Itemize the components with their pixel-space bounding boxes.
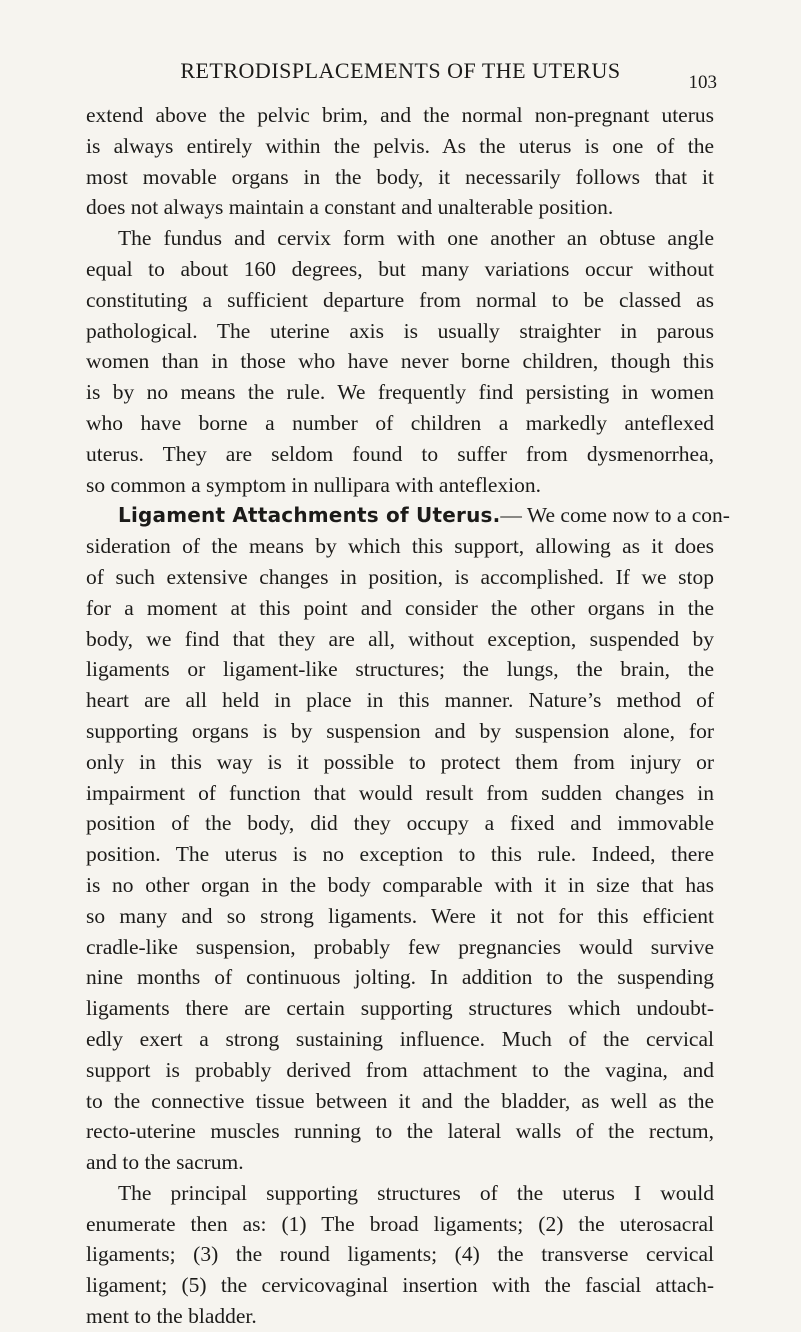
text-line: cradle-like suspension, probably few pregnancies would survive bbox=[86, 934, 714, 959]
text-line: enumerate then as: (1) The broad ligaments; (2) the uterosacral bbox=[86, 1211, 714, 1236]
text-line: position of the body, did they occupy a fixed and immovable bbox=[86, 811, 714, 836]
text-line: ligaments or ligament-like structures; the lungs, the brain, the bbox=[86, 657, 714, 682]
text-line: ligaments there are certain supporting structures which undoubt- bbox=[86, 996, 714, 1021]
text-line: nine months of continuous jolting. In addition to the suspending bbox=[86, 965, 714, 990]
text-line: only in this way is it possible to protect them from injury or bbox=[86, 749, 714, 774]
text-line: of such extensive changes in position, is accomplished. If we stop bbox=[86, 564, 714, 589]
text-line: The principal supporting structures of the uterus I would bbox=[118, 1180, 714, 1205]
text-line: equal to about 160 degrees, but many variations occur without bbox=[86, 256, 714, 281]
text-line: does not always maintain a constant and unalterable position. bbox=[86, 195, 614, 220]
text-line: The fundus and cervix form with one another an obtuse angle bbox=[118, 226, 714, 251]
text-line: ment to the bladder. bbox=[86, 1304, 257, 1329]
text-line: support is probably derived from attachment to the vagina, and bbox=[86, 1057, 714, 1082]
text-line: edly exert a strong sustaining influence. Much of the cervical bbox=[86, 1026, 714, 1051]
text-line: sideration of the means by which this support, allowing as it does bbox=[86, 534, 714, 559]
text-line: uterus. They are seldom found to suffer from dysmenorrhea, bbox=[86, 441, 714, 466]
section-heading: Ligament Attachments of Uterus. bbox=[118, 503, 501, 528]
text-line: recto-uterine muscles running to the lateral walls of the rectum, bbox=[86, 1119, 714, 1144]
text-line: most movable organs in the body, it necessarily follows that it bbox=[86, 164, 714, 189]
page-number: 103 bbox=[688, 72, 717, 93]
text-line: is by no means the rule. We frequently find persisting in women bbox=[86, 380, 714, 405]
text-line: heart are all held in place in this manner. Nature’s method of bbox=[86, 688, 714, 713]
text-line: pathological. The uterine axis is usually straighter in parous bbox=[86, 318, 714, 343]
text-line: is always entirely within the pelvis. As the uterus is one of the bbox=[86, 133, 714, 158]
text-line: women than in those who have never borne children, though this bbox=[86, 349, 714, 374]
text-line: so common a symptom in nullipara with anteflexion. bbox=[86, 472, 542, 497]
text-line: constituting a sufficient departure from normal to be classed as bbox=[86, 287, 714, 312]
text-line: who have borne a number of children a markedly anteflexed bbox=[86, 410, 714, 435]
text-line: impairment of function that would result from sudden changes in bbox=[86, 780, 714, 805]
text-line-with-heading bbox=[86, 500, 730, 531]
text-line: ligament; (5) the cervicovaginal insertion with the fascial attach- bbox=[86, 1273, 714, 1298]
text-line: ligaments; (3) the round ligaments; (4) the transverse cervical bbox=[86, 1242, 714, 1267]
text-line: for a moment at this point and consider the other organs in the bbox=[86, 595, 714, 620]
body-text bbox=[86, 100, 730, 1332]
text-line: so many and so strong ligaments. Were it not for this efficient bbox=[86, 903, 714, 928]
text-line: position. The uterus is no exception to this rule. Indeed, there bbox=[86, 842, 714, 867]
text-line: to the connective tissue between it and the bladder, as well as the bbox=[86, 1088, 714, 1113]
text-line: supporting organs is by suspension and by suspension alone, for bbox=[86, 718, 714, 743]
running-head: RETRODISPLACEMENTS OF THE UTERUS bbox=[180, 58, 621, 83]
text-line: extend above the pelvic brim, and the normal non-pregnant uterus bbox=[86, 103, 714, 127]
text-line: body, we find that they are all, without exception, suspended by bbox=[86, 626, 714, 651]
text-line: is no other organ in the body comparable with it in size that has bbox=[86, 872, 714, 897]
text-line-rest: — We come now to a con- bbox=[500, 503, 730, 528]
text-line: and to the sacrum. bbox=[86, 1150, 244, 1175]
